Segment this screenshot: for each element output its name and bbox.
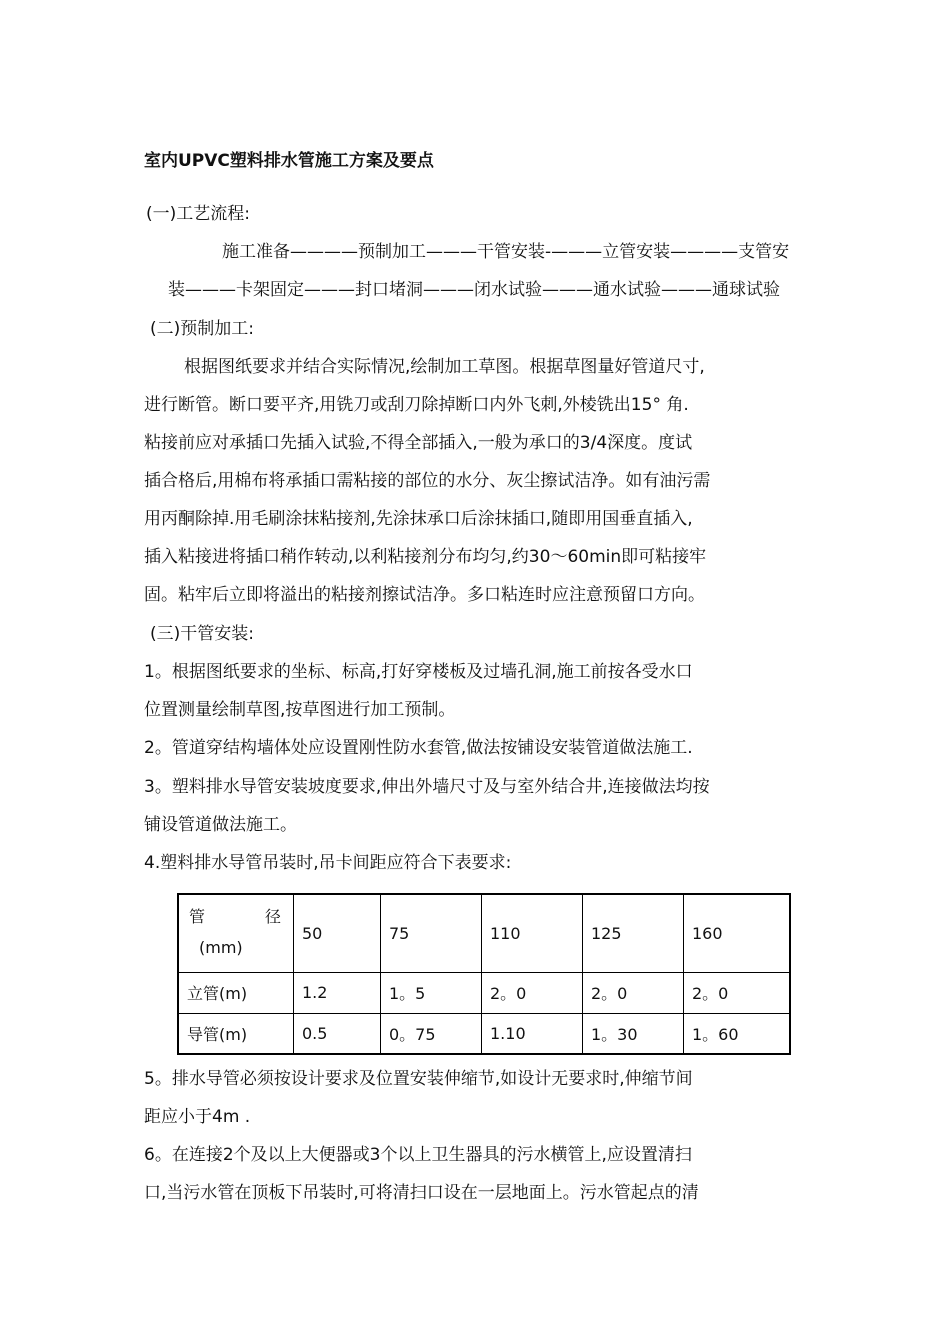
hanger-spacing-table [177, 893, 791, 1055]
row-label: 立管(m) [178, 972, 294, 1013]
header-label-char: 径 [265, 907, 282, 927]
table-cell: 1。5 [381, 972, 482, 1013]
list-item-5-line: 5。排水导管必须按设计要求及位置安装伸缩节,如设计无要求时,伸缩节间 [144, 1069, 693, 1089]
paragraph-line: 插合格后,用棉布将承插口需粘接的部位的水分、灰尘擦试洁净。如有油污需 [144, 471, 711, 491]
table-cell: 0.5 [294, 1013, 381, 1054]
list-item-6-line: 6。在连接2个及以上大便器或3个以上卫生器具的污水横管上,应设置清扫 [144, 1145, 692, 1165]
diameter-cell: 160 [684, 894, 791, 972]
header-unit: (mm) [199, 938, 243, 958]
section-2-heading: (二)预制加工: [150, 319, 254, 339]
table-cell: 1。60 [684, 1013, 791, 1054]
process-flow-line-1: 施工准备————预制加工———干管安装-———立管安装————支管安 [222, 242, 790, 262]
list-item-3-line: 铺设管道做法施工。 [144, 815, 297, 835]
table-cell: 2。0 [482, 972, 583, 1013]
paragraph-line: 进行断管。断口要平齐,用铣刀或刮刀除掉断口内外飞刺,外棱铣出15° 角. [144, 395, 689, 415]
table-cell: 1.10 [482, 1013, 583, 1054]
section-3-heading: (三)干管安装: [150, 624, 254, 644]
list-item-1-line: 位置测量绘制草图,按草图进行加工预制。 [144, 700, 456, 720]
section-1-heading: (一)工艺流程: [146, 204, 250, 224]
table-row [178, 1013, 790, 1054]
table-cell: 1.2 [294, 972, 381, 1013]
table-cell: 1。30 [583, 1013, 684, 1054]
paragraph-line: 固。粘牢后立即将溢出的粘接剂擦试洁净。多口粘连时应注意预留口方向。 [144, 585, 705, 605]
table-cell: 0。75 [381, 1013, 482, 1054]
table-row [178, 972, 790, 1013]
row-label: 导管(m) [178, 1013, 294, 1054]
table-header-row [178, 894, 790, 972]
list-item-3-line: 3。塑料排水导管安装坡度要求,伸出外墙尺寸及与室外结合井,连接做法均按 [144, 777, 710, 797]
paragraph-line: 用丙酮除掉.用毛刷涂抹粘接剂,先涂抹承口后涂抹插口,随即用国垂直插入, [144, 509, 693, 529]
diameter-cell: 75 [381, 894, 482, 972]
diameter-header-cell [178, 894, 294, 972]
list-item-6-line: 口,当污水管在顶板下吊装时,可将清扫口设在一层地面上。污水管起点的清 [144, 1183, 699, 1203]
document-title: 室内UPVC塑料排水管施工方案及要点 [144, 151, 434, 171]
list-item-4: 4.塑料排水导管吊装时,吊卡间距应符合下表要求: [144, 853, 512, 873]
diameter-cell: 50 [294, 894, 381, 972]
table-cell: 2。0 [583, 972, 684, 1013]
list-item-5-line: 距应小于4m . [144, 1107, 251, 1127]
header-label-char: 管 [189, 907, 206, 927]
diameter-cell: 125 [583, 894, 684, 972]
paragraph-line: 根据图纸要求并结合实际情况,绘制加工草图。根据草图量好管道尺寸, [184, 357, 705, 377]
process-flow-line-2: 装———卡架固定———封口堵洞———闭水试验———通水试验———通球试验 [168, 280, 780, 300]
paragraph-line: 插入粘接进将插口稍作转动,以利粘接剂分布均匀,约30～60min即可粘接牢 [144, 547, 707, 567]
diameter-cell: 110 [482, 894, 583, 972]
table-cell: 2。0 [684, 972, 791, 1013]
paragraph-line: 粘接前应对承插口先插入试验,不得全部插入,一般为承口的3/4深度。度试 [144, 433, 693, 453]
list-item-2: 2。管道穿结构墙体处应设置刚性防水套管,做法按铺设安装管道做法施工. [144, 738, 693, 758]
list-item-1-line: 1。根据图纸要求的坐标、标高,打好穿楼板及过墙孔洞,施工前按各受水口 [144, 662, 693, 682]
